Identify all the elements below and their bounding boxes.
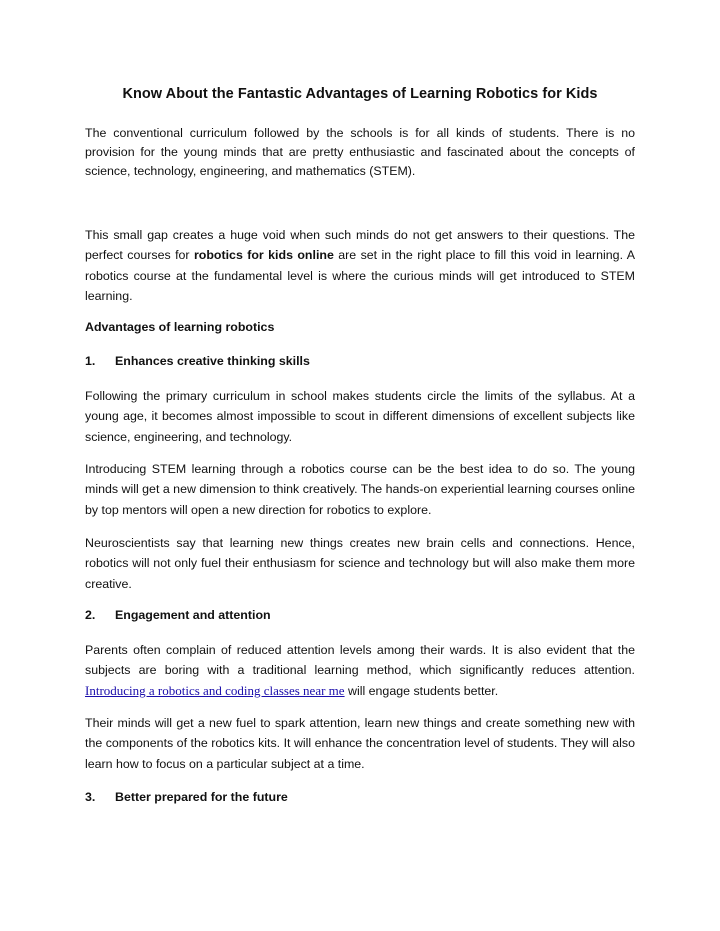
page-title: Know About the Fantastic Advantages of Learning Robotics for Kids xyxy=(122,86,598,102)
section-1-paragraph-3: Neuroscientists say that learning new things creates new brain cells and connections. Hence, robotics will not only fuel their enthusiasm for science and technology but will also make them more creative. xyxy=(85,536,635,591)
section-2-paragraph-1-text: Parents often complain of reduced attention levels among their wards. It is also evident that the subjects are boring with a traditional learning method, which significantly reduces attention. xyxy=(85,643,635,678)
section-2-paragraph-2: Their minds will get a new fuel to spark attention, learn new things and create something new with the components of the robotics kits. It will enhance the concentration level of students. They will also learn how to focus on a particular subject at a time. xyxy=(85,716,635,771)
intro-paragraph: The conventional curriculum followed by the schools is for all kinds of students. There is no provision for the young minds that are pretty enthusiastic and fascinated about the concepts of science, technology, engineering, and mathematics (STEM). xyxy=(85,126,635,178)
gap-paragraph-bold: robotics for kids online xyxy=(193,248,334,263)
section-number-2: 2. xyxy=(85,608,96,622)
section-2-paragraph-1-after: will engage students better. xyxy=(344,683,499,698)
section-number-1: 1. xyxy=(85,354,96,368)
section-number-3: 3. xyxy=(85,790,96,804)
section-heading-2 xyxy=(85,608,271,622)
gap-paragraph-text-1: This small gap creates a huge void when such minds do not get answers to their questions. The perfect courses for xyxy=(85,228,635,263)
section-heading-3 xyxy=(85,790,288,804)
section-1-paragraph-2: Introducing STEM learning through a robotics course can be the best idea to do so. The young minds will get a new dimension to think creatively. The hands-on experiential learning courses online by top mentors will open a new direction for robotics to explore. xyxy=(85,462,635,517)
section-heading-1 xyxy=(85,354,310,368)
advantages-heading: Advantages of learning robotics xyxy=(85,320,275,334)
section-1-paragraph-1: Following the primary curriculum in school makes students circle the limits of the syllabus. At a young age, it becomes almost impossible to scout in different dimensions of excellent subjects like science, engineering, and technology. xyxy=(85,389,635,444)
section-title-3: Better prepared for the future xyxy=(115,790,288,804)
gap-paragraph xyxy=(85,225,635,307)
section-title-1: Enhances creative thinking skills xyxy=(115,354,310,368)
robotics-coding-classes-link[interactable]: Introducing a robotics and coding classes near me xyxy=(85,682,345,698)
section-title-2: Engagement and attention xyxy=(115,608,271,622)
gap-paragraph-text-2: are set in the right place to fill this void in learning. A robotics course at the fundamental level is where the curious minds will get introduced to STEM learning. xyxy=(85,248,635,304)
section-2-paragraph-1 xyxy=(85,640,635,701)
